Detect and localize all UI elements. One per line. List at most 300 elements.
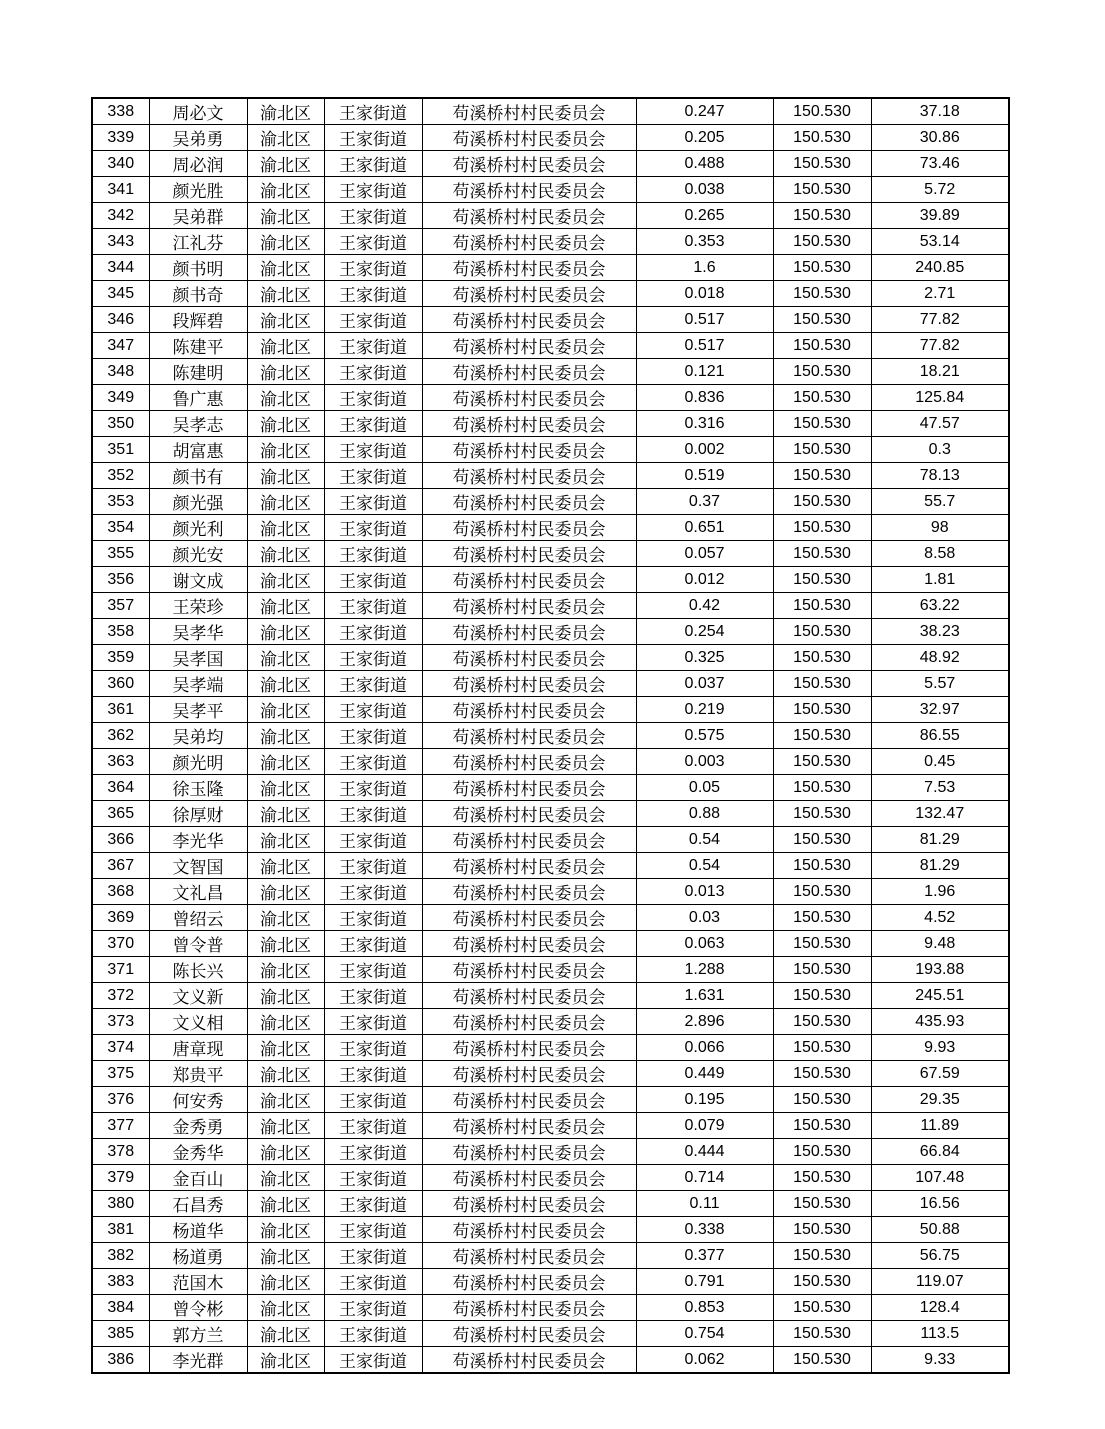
unit-price-cell: 150.530 xyxy=(773,931,871,957)
village-committee-cell: 苟溪桥村村民委员会 xyxy=(422,385,636,411)
subdistrict-cell: 王家街道 xyxy=(324,1243,422,1269)
person-name-cell: 颜书奇 xyxy=(149,281,247,307)
unit-price-cell: 150.530 xyxy=(773,333,871,359)
table-row xyxy=(92,905,1009,931)
row-index-cell: 349 xyxy=(92,385,149,411)
village-committee-cell: 苟溪桥村村民委员会 xyxy=(422,463,636,489)
village-committee-cell: 苟溪桥村村民委员会 xyxy=(422,1295,636,1321)
amount-cell: 9.48 xyxy=(871,931,1009,957)
person-name-cell: 石昌秀 xyxy=(149,1191,247,1217)
unit-price-cell: 150.530 xyxy=(773,801,871,827)
amount-cell: 37.18 xyxy=(871,98,1009,125)
person-name-cell: 杨道华 xyxy=(149,1217,247,1243)
area-value-cell: 0.195 xyxy=(636,1087,773,1113)
row-index-cell: 372 xyxy=(92,983,149,1009)
village-committee-cell: 苟溪桥村村民委员会 xyxy=(422,255,636,281)
area-value-cell: 0.88 xyxy=(636,801,773,827)
district-cell: 渝北区 xyxy=(247,697,324,723)
subdistrict-cell: 王家街道 xyxy=(324,385,422,411)
village-committee-cell: 苟溪桥村村民委员会 xyxy=(422,697,636,723)
person-name-cell: 吴孝志 xyxy=(149,411,247,437)
table-row xyxy=(92,593,1009,619)
district-cell: 渝北区 xyxy=(247,827,324,853)
village-committee-cell: 苟溪桥村村民委员会 xyxy=(422,203,636,229)
district-cell: 渝北区 xyxy=(247,567,324,593)
subdistrict-cell: 王家街道 xyxy=(324,489,422,515)
table-row xyxy=(92,463,1009,489)
district-cell: 渝北区 xyxy=(247,957,324,983)
district-cell: 渝北区 xyxy=(247,671,324,697)
area-value-cell: 0.057 xyxy=(636,541,773,567)
district-cell: 渝北区 xyxy=(247,1113,324,1139)
table-row xyxy=(92,125,1009,151)
unit-price-cell: 150.530 xyxy=(773,1243,871,1269)
area-value-cell: 0.651 xyxy=(636,515,773,541)
area-value-cell: 0.121 xyxy=(636,359,773,385)
area-value-cell: 0.003 xyxy=(636,749,773,775)
unit-price-cell: 150.530 xyxy=(773,749,871,775)
row-index-cell: 367 xyxy=(92,853,149,879)
amount-cell: 5.72 xyxy=(871,177,1009,203)
village-committee-cell: 苟溪桥村村民委员会 xyxy=(422,411,636,437)
amount-cell: 7.53 xyxy=(871,775,1009,801)
table-row xyxy=(92,1321,1009,1347)
amount-cell: 1.81 xyxy=(871,567,1009,593)
village-committee-cell: 苟溪桥村村民委员会 xyxy=(422,853,636,879)
table-row xyxy=(92,983,1009,1009)
area-value-cell: 0.853 xyxy=(636,1295,773,1321)
district-cell: 渝北区 xyxy=(247,281,324,307)
person-name-cell: 李光华 xyxy=(149,827,247,853)
subdistrict-cell: 王家街道 xyxy=(324,1217,422,1243)
table-row xyxy=(92,619,1009,645)
row-index-cell: 376 xyxy=(92,1087,149,1113)
village-committee-cell: 苟溪桥村村民委员会 xyxy=(422,593,636,619)
unit-price-cell: 150.530 xyxy=(773,489,871,515)
district-cell: 渝北区 xyxy=(247,1009,324,1035)
row-index-cell: 351 xyxy=(92,437,149,463)
table-row xyxy=(92,723,1009,749)
district-cell: 渝北区 xyxy=(247,1295,324,1321)
table-row xyxy=(92,1243,1009,1269)
unit-price-cell: 150.530 xyxy=(773,697,871,723)
unit-price-cell: 150.530 xyxy=(773,1347,871,1374)
table-row xyxy=(92,411,1009,437)
village-committee-cell: 苟溪桥村村民委员会 xyxy=(422,983,636,1009)
village-committee-cell: 苟溪桥村村民委员会 xyxy=(422,1139,636,1165)
amount-cell: 8.58 xyxy=(871,541,1009,567)
district-cell: 渝北区 xyxy=(247,775,324,801)
district-cell: 渝北区 xyxy=(247,203,324,229)
subdistrict-cell: 王家街道 xyxy=(324,723,422,749)
person-name-cell: 文义新 xyxy=(149,983,247,1009)
area-value-cell: 0.247 xyxy=(636,98,773,125)
unit-price-cell: 150.530 xyxy=(773,827,871,853)
subdistrict-cell: 王家街道 xyxy=(324,1347,422,1374)
person-name-cell: 谢文成 xyxy=(149,567,247,593)
subdistrict-cell: 王家街道 xyxy=(324,801,422,827)
area-value-cell: 0.517 xyxy=(636,333,773,359)
district-cell: 渝北区 xyxy=(247,1087,324,1113)
district-cell: 渝北区 xyxy=(247,541,324,567)
area-value-cell: 0.754 xyxy=(636,1321,773,1347)
area-value-cell: 0.205 xyxy=(636,125,773,151)
row-index-cell: 373 xyxy=(92,1009,149,1035)
amount-cell: 0.45 xyxy=(871,749,1009,775)
village-committee-cell: 苟溪桥村村民委员会 xyxy=(422,125,636,151)
amount-cell: 86.55 xyxy=(871,723,1009,749)
person-name-cell: 吴孝端 xyxy=(149,671,247,697)
table-row xyxy=(92,151,1009,177)
person-name-cell: 曾令普 xyxy=(149,931,247,957)
table-row xyxy=(92,307,1009,333)
village-committee-cell: 苟溪桥村村民委员会 xyxy=(422,1061,636,1087)
person-name-cell: 颜光胜 xyxy=(149,177,247,203)
district-cell: 渝北区 xyxy=(247,307,324,333)
amount-cell: 119.07 xyxy=(871,1269,1009,1295)
amount-cell: 63.22 xyxy=(871,593,1009,619)
row-index-cell: 354 xyxy=(92,515,149,541)
person-name-cell: 颜书有 xyxy=(149,463,247,489)
row-index-cell: 381 xyxy=(92,1217,149,1243)
subdistrict-cell: 王家街道 xyxy=(324,1321,422,1347)
table-row xyxy=(92,515,1009,541)
row-index-cell: 355 xyxy=(92,541,149,567)
subdistrict-cell: 王家街道 xyxy=(324,593,422,619)
row-index-cell: 353 xyxy=(92,489,149,515)
village-committee-cell: 苟溪桥村村民委员会 xyxy=(422,957,636,983)
unit-price-cell: 150.530 xyxy=(773,255,871,281)
district-cell: 渝北区 xyxy=(247,1165,324,1191)
row-index-cell: 361 xyxy=(92,697,149,723)
village-committee-cell: 苟溪桥村村民委员会 xyxy=(422,749,636,775)
district-cell: 渝北区 xyxy=(247,1347,324,1374)
village-committee-cell: 苟溪桥村村民委员会 xyxy=(422,307,636,333)
unit-price-cell: 150.530 xyxy=(773,1061,871,1087)
table-row xyxy=(92,645,1009,671)
area-value-cell: 0.038 xyxy=(636,177,773,203)
amount-cell: 78.13 xyxy=(871,463,1009,489)
amount-cell: 73.46 xyxy=(871,151,1009,177)
data-table xyxy=(91,97,1010,1374)
village-committee-cell: 苟溪桥村村民委员会 xyxy=(422,567,636,593)
district-cell: 渝北区 xyxy=(247,931,324,957)
amount-cell: 50.88 xyxy=(871,1217,1009,1243)
table-row xyxy=(92,98,1009,125)
unit-price-cell: 150.530 xyxy=(773,1217,871,1243)
subdistrict-cell: 王家街道 xyxy=(324,463,422,489)
person-name-cell: 段辉碧 xyxy=(149,307,247,333)
unit-price-cell: 150.530 xyxy=(773,879,871,905)
row-index-cell: 380 xyxy=(92,1191,149,1217)
table-row xyxy=(92,749,1009,775)
person-name-cell: 金秀华 xyxy=(149,1139,247,1165)
unit-price-cell: 150.530 xyxy=(773,1139,871,1165)
district-cell: 渝北区 xyxy=(247,1191,324,1217)
area-value-cell: 0.377 xyxy=(636,1243,773,1269)
table-row xyxy=(92,489,1009,515)
person-name-cell: 吴孝国 xyxy=(149,645,247,671)
person-name-cell: 范国木 xyxy=(149,1269,247,1295)
table-row xyxy=(92,1165,1009,1191)
village-committee-cell: 苟溪桥村村民委员会 xyxy=(422,723,636,749)
amount-cell: 30.86 xyxy=(871,125,1009,151)
area-value-cell: 0.079 xyxy=(636,1113,773,1139)
unit-price-cell: 150.530 xyxy=(773,385,871,411)
row-index-cell: 386 xyxy=(92,1347,149,1374)
row-index-cell: 340 xyxy=(92,151,149,177)
district-cell: 渝北区 xyxy=(247,749,324,775)
table-row xyxy=(92,931,1009,957)
table-row xyxy=(92,229,1009,255)
subdistrict-cell: 王家街道 xyxy=(324,1191,422,1217)
table-body xyxy=(92,98,1009,1373)
subdistrict-cell: 王家街道 xyxy=(324,1269,422,1295)
table-row xyxy=(92,697,1009,723)
unit-price-cell: 150.530 xyxy=(773,567,871,593)
amount-cell: 128.4 xyxy=(871,1295,1009,1321)
row-index-cell: 364 xyxy=(92,775,149,801)
area-value-cell: 0.519 xyxy=(636,463,773,489)
district-cell: 渝北区 xyxy=(247,125,324,151)
unit-price-cell: 150.530 xyxy=(773,203,871,229)
person-name-cell: 胡富惠 xyxy=(149,437,247,463)
subdistrict-cell: 王家街道 xyxy=(324,1113,422,1139)
district-cell: 渝北区 xyxy=(247,723,324,749)
subdistrict-cell: 王家街道 xyxy=(324,177,422,203)
unit-price-cell: 150.530 xyxy=(773,177,871,203)
table-row xyxy=(92,1113,1009,1139)
table-row xyxy=(92,775,1009,801)
unit-price-cell: 150.530 xyxy=(773,541,871,567)
amount-cell: 193.88 xyxy=(871,957,1009,983)
table-row xyxy=(92,957,1009,983)
amount-cell: 9.33 xyxy=(871,1347,1009,1374)
village-committee-cell: 苟溪桥村村民委员会 xyxy=(422,515,636,541)
person-name-cell: 吴孝华 xyxy=(149,619,247,645)
amount-cell: 66.84 xyxy=(871,1139,1009,1165)
table-row xyxy=(92,1061,1009,1087)
amount-cell: 81.29 xyxy=(871,827,1009,853)
table-row xyxy=(92,827,1009,853)
amount-cell: 38.23 xyxy=(871,619,1009,645)
unit-price-cell: 150.530 xyxy=(773,463,871,489)
unit-price-cell: 150.530 xyxy=(773,515,871,541)
person-name-cell: 颜光强 xyxy=(149,489,247,515)
unit-price-cell: 150.530 xyxy=(773,905,871,931)
area-value-cell: 1.6 xyxy=(636,255,773,281)
village-committee-cell: 苟溪桥村村民委员会 xyxy=(422,775,636,801)
table-row xyxy=(92,203,1009,229)
area-value-cell: 0.11 xyxy=(636,1191,773,1217)
subdistrict-cell: 王家街道 xyxy=(324,411,422,437)
village-committee-cell: 苟溪桥村村民委员会 xyxy=(422,177,636,203)
subdistrict-cell: 王家街道 xyxy=(324,671,422,697)
district-cell: 渝北区 xyxy=(247,255,324,281)
subdistrict-cell: 王家街道 xyxy=(324,1061,422,1087)
district-cell: 渝北区 xyxy=(247,983,324,1009)
row-index-cell: 374 xyxy=(92,1035,149,1061)
unit-price-cell: 150.530 xyxy=(773,229,871,255)
village-committee-cell: 苟溪桥村村民委员会 xyxy=(422,437,636,463)
person-name-cell: 颜光安 xyxy=(149,541,247,567)
village-committee-cell: 苟溪桥村村民委员会 xyxy=(422,359,636,385)
table-row xyxy=(92,1217,1009,1243)
amount-cell: 9.93 xyxy=(871,1035,1009,1061)
unit-price-cell: 150.530 xyxy=(773,723,871,749)
area-value-cell: 0.444 xyxy=(636,1139,773,1165)
unit-price-cell: 150.530 xyxy=(773,671,871,697)
area-value-cell: 0.791 xyxy=(636,1269,773,1295)
subdistrict-cell: 王家街道 xyxy=(324,151,422,177)
unit-price-cell: 150.530 xyxy=(773,125,871,151)
amount-cell: 18.21 xyxy=(871,359,1009,385)
village-committee-cell: 苟溪桥村村民委员会 xyxy=(422,1269,636,1295)
area-value-cell: 2.896 xyxy=(636,1009,773,1035)
amount-cell: 2.71 xyxy=(871,281,1009,307)
person-name-cell: 王荣珍 xyxy=(149,593,247,619)
row-index-cell: 360 xyxy=(92,671,149,697)
unit-price-cell: 150.530 xyxy=(773,1035,871,1061)
subdistrict-cell: 王家街道 xyxy=(324,125,422,151)
area-value-cell: 0.012 xyxy=(636,567,773,593)
row-index-cell: 358 xyxy=(92,619,149,645)
village-committee-cell: 苟溪桥村村民委员会 xyxy=(422,827,636,853)
row-index-cell: 371 xyxy=(92,957,149,983)
unit-price-cell: 150.530 xyxy=(773,1191,871,1217)
subdistrict-cell: 王家街道 xyxy=(324,255,422,281)
village-committee-cell: 苟溪桥村村民委员会 xyxy=(422,1347,636,1374)
person-name-cell: 曾令彬 xyxy=(149,1295,247,1321)
area-value-cell: 0.05 xyxy=(636,775,773,801)
area-value-cell: 0.488 xyxy=(636,151,773,177)
amount-cell: 125.84 xyxy=(871,385,1009,411)
area-value-cell: 0.517 xyxy=(636,307,773,333)
table-row xyxy=(92,1035,1009,1061)
subdistrict-cell: 王家街道 xyxy=(324,1139,422,1165)
district-cell: 渝北区 xyxy=(247,489,324,515)
unit-price-cell: 150.530 xyxy=(773,593,871,619)
row-index-cell: 345 xyxy=(92,281,149,307)
person-name-cell: 陈建明 xyxy=(149,359,247,385)
unit-price-cell: 150.530 xyxy=(773,437,871,463)
unit-price-cell: 150.530 xyxy=(773,619,871,645)
row-index-cell: 377 xyxy=(92,1113,149,1139)
person-name-cell: 陈建平 xyxy=(149,333,247,359)
row-index-cell: 369 xyxy=(92,905,149,931)
row-index-cell: 365 xyxy=(92,801,149,827)
unit-price-cell: 150.530 xyxy=(773,645,871,671)
row-index-cell: 375 xyxy=(92,1061,149,1087)
district-cell: 渝北区 xyxy=(247,853,324,879)
row-index-cell: 363 xyxy=(92,749,149,775)
village-committee-cell: 苟溪桥村村民委员会 xyxy=(422,1321,636,1347)
person-name-cell: 吴弟均 xyxy=(149,723,247,749)
table-row xyxy=(92,1009,1009,1035)
person-name-cell: 何安秀 xyxy=(149,1087,247,1113)
subdistrict-cell: 王家街道 xyxy=(324,567,422,593)
table-row xyxy=(92,671,1009,697)
table-row xyxy=(92,1269,1009,1295)
unit-price-cell: 150.530 xyxy=(773,1321,871,1347)
table-row xyxy=(92,1139,1009,1165)
unit-price-cell: 150.530 xyxy=(773,1009,871,1035)
table-row xyxy=(92,359,1009,385)
area-value-cell: 0.002 xyxy=(636,437,773,463)
row-index-cell: 343 xyxy=(92,229,149,255)
village-committee-cell: 苟溪桥村村民委员会 xyxy=(422,879,636,905)
district-cell: 渝北区 xyxy=(247,463,324,489)
area-value-cell: 0.714 xyxy=(636,1165,773,1191)
person-name-cell: 江礼芬 xyxy=(149,229,247,255)
subdistrict-cell: 王家街道 xyxy=(324,775,422,801)
district-cell: 渝北区 xyxy=(247,1061,324,1087)
district-cell: 渝北区 xyxy=(247,229,324,255)
district-cell: 渝北区 xyxy=(247,333,324,359)
area-value-cell: 0.037 xyxy=(636,671,773,697)
unit-price-cell: 150.530 xyxy=(773,983,871,1009)
person-name-cell: 鲁广惠 xyxy=(149,385,247,411)
person-name-cell: 颜光明 xyxy=(149,749,247,775)
person-name-cell: 郑贵平 xyxy=(149,1061,247,1087)
amount-cell: 48.92 xyxy=(871,645,1009,671)
district-cell: 渝北区 xyxy=(247,411,324,437)
subdistrict-cell: 王家街道 xyxy=(324,1165,422,1191)
row-index-cell: 350 xyxy=(92,411,149,437)
person-name-cell: 吴弟群 xyxy=(149,203,247,229)
area-value-cell: 0.254 xyxy=(636,619,773,645)
table-row xyxy=(92,255,1009,281)
subdistrict-cell: 王家街道 xyxy=(324,931,422,957)
person-name-cell: 颜光利 xyxy=(149,515,247,541)
row-index-cell: 368 xyxy=(92,879,149,905)
person-name-cell: 郭方兰 xyxy=(149,1321,247,1347)
amount-cell: 245.51 xyxy=(871,983,1009,1009)
area-value-cell: 0.449 xyxy=(636,1061,773,1087)
person-name-cell: 杨道勇 xyxy=(149,1243,247,1269)
table-row xyxy=(92,437,1009,463)
row-index-cell: 348 xyxy=(92,359,149,385)
area-value-cell: 0.03 xyxy=(636,905,773,931)
village-committee-cell: 苟溪桥村村民委员会 xyxy=(422,645,636,671)
person-name-cell: 徐厚财 xyxy=(149,801,247,827)
village-committee-cell: 苟溪桥村村民委员会 xyxy=(422,1243,636,1269)
village-committee-cell: 苟溪桥村村民委员会 xyxy=(422,229,636,255)
subdistrict-cell: 王家街道 xyxy=(324,359,422,385)
village-committee-cell: 苟溪桥村村民委员会 xyxy=(422,905,636,931)
subdistrict-cell: 王家街道 xyxy=(324,645,422,671)
row-index-cell: 379 xyxy=(92,1165,149,1191)
subdistrict-cell: 王家街道 xyxy=(324,619,422,645)
subdistrict-cell: 王家街道 xyxy=(324,827,422,853)
row-index-cell: 357 xyxy=(92,593,149,619)
district-cell: 渝北区 xyxy=(247,177,324,203)
subdistrict-cell: 王家街道 xyxy=(324,749,422,775)
amount-cell: 1.96 xyxy=(871,879,1009,905)
row-index-cell: 339 xyxy=(92,125,149,151)
subdistrict-cell: 王家街道 xyxy=(324,957,422,983)
row-index-cell: 385 xyxy=(92,1321,149,1347)
person-name-cell: 唐章现 xyxy=(149,1035,247,1061)
person-name-cell: 曾绍云 xyxy=(149,905,247,931)
person-name-cell: 文义相 xyxy=(149,1009,247,1035)
subdistrict-cell: 王家街道 xyxy=(324,541,422,567)
person-name-cell: 吴孝平 xyxy=(149,697,247,723)
district-cell: 渝北区 xyxy=(247,593,324,619)
unit-price-cell: 150.530 xyxy=(773,307,871,333)
table-row xyxy=(92,333,1009,359)
table-row xyxy=(92,801,1009,827)
